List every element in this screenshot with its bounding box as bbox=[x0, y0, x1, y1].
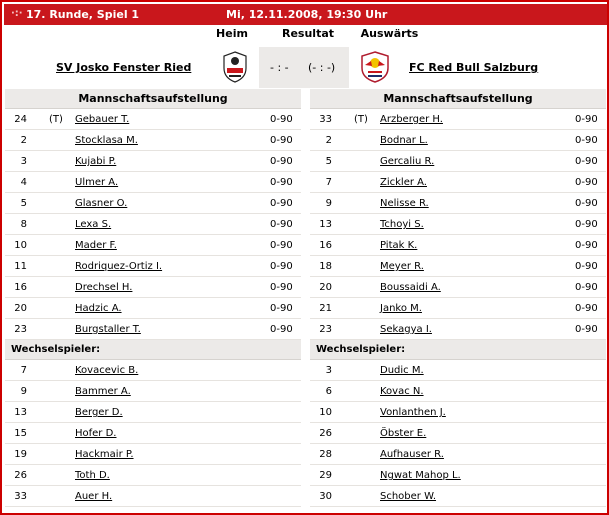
player-row bbox=[5, 298, 301, 319]
player-row bbox=[5, 277, 301, 298]
minutes-played: 0-90 bbox=[575, 114, 598, 125]
shirt-number: 24 bbox=[14, 114, 27, 125]
player-row bbox=[310, 151, 606, 172]
player-name-link[interactable]: Meyer R. bbox=[380, 261, 424, 272]
shirt-number: 11 bbox=[14, 261, 27, 272]
home-subs-header: Wechselspieler: bbox=[5, 340, 301, 360]
player-name-link[interactable]: Gercaliu R. bbox=[380, 156, 435, 167]
shirt-number: 18 bbox=[319, 261, 332, 272]
player-row bbox=[310, 235, 606, 256]
shirt-number: 7 bbox=[20, 365, 27, 376]
player-row bbox=[310, 298, 606, 319]
shirt-number: 3 bbox=[325, 365, 332, 376]
minutes-played: 0-90 bbox=[270, 303, 293, 314]
player-row bbox=[310, 277, 606, 298]
away-lineup-table bbox=[310, 89, 606, 507]
shirt-number: 8 bbox=[20, 219, 27, 230]
player-row bbox=[5, 151, 301, 172]
shirt-number: 3 bbox=[20, 156, 27, 167]
substitute-row bbox=[5, 423, 301, 444]
player-name-link[interactable]: Lexa S. bbox=[75, 219, 112, 230]
away-team-logo-icon bbox=[359, 50, 391, 84]
substitute-row bbox=[310, 360, 606, 381]
player-name-link[interactable]: Rodriquez-Ortiz I. bbox=[75, 261, 163, 272]
minutes-played: 0-90 bbox=[575, 135, 598, 146]
shirt-number: 13 bbox=[14, 407, 27, 418]
player-name-link[interactable]: Zickler A. bbox=[380, 177, 427, 188]
shirt-number: 9 bbox=[325, 198, 332, 209]
player-name-link[interactable]: Dudic M. bbox=[380, 365, 424, 376]
shirt-number: 16 bbox=[14, 282, 27, 293]
home-team-logo-icon bbox=[222, 51, 248, 83]
halftime-score: (- : -) bbox=[308, 61, 336, 74]
away-lineup-header: Mannschaftsaufstellung bbox=[310, 89, 606, 109]
shirt-number: 33 bbox=[14, 491, 27, 502]
shirt-number: 21 bbox=[319, 303, 332, 314]
player-name-link[interactable]: Toth D. bbox=[75, 470, 110, 481]
teams-row bbox=[4, 47, 607, 88]
match-title-bar bbox=[4, 4, 607, 25]
substitute-row bbox=[5, 381, 301, 402]
substitute-row bbox=[310, 465, 606, 486]
round-label: 17. Runde, Spiel 1 bbox=[26, 8, 140, 21]
player-row bbox=[310, 214, 606, 235]
shirt-number: 16 bbox=[319, 240, 332, 251]
substitute-row bbox=[310, 486, 606, 507]
minutes-played: 0-90 bbox=[575, 177, 598, 188]
score-box bbox=[259, 47, 349, 88]
goalkeeper-tag: (T) bbox=[354, 114, 368, 125]
shirt-number: 26 bbox=[14, 470, 27, 481]
player-name-link[interactable]: Sekagya I. bbox=[380, 324, 432, 335]
player-row bbox=[310, 172, 606, 193]
player-name-link[interactable]: Hackmair P. bbox=[75, 449, 134, 460]
home-column-header: Heim bbox=[216, 27, 248, 40]
home-team-link[interactable]: SV Josko Fenster Ried bbox=[56, 61, 192, 74]
score-value: - : - bbox=[270, 61, 289, 74]
minutes-played: 0-90 bbox=[575, 240, 598, 251]
match-datetime: Mi, 12.11.2008, 19:30 Uhr bbox=[226, 8, 388, 21]
player-name-link[interactable]: Glasner O. bbox=[75, 198, 128, 209]
player-name-link[interactable]: Öbster E. bbox=[380, 428, 427, 439]
shirt-number: 2 bbox=[325, 135, 332, 146]
home-lineup-table bbox=[5, 89, 301, 507]
shirt-number: 20 bbox=[319, 282, 332, 293]
player-name-link[interactable]: Bammer A. bbox=[75, 386, 131, 397]
goalkeeper-tag: (T) bbox=[49, 114, 63, 125]
away-team-link[interactable]: FC Red Bull Salzburg bbox=[409, 61, 539, 74]
substitute-row bbox=[310, 381, 606, 402]
player-name-link[interactable]: Berger D. bbox=[75, 407, 123, 418]
player-name-link[interactable]: Stocklasa M. bbox=[75, 135, 138, 146]
player-name-link[interactable]: Hofer D. bbox=[75, 428, 117, 439]
player-row bbox=[5, 172, 301, 193]
substitute-row bbox=[310, 423, 606, 444]
player-name-link[interactable]: Tchoyi S. bbox=[380, 219, 424, 230]
shirt-number: 5 bbox=[325, 156, 332, 167]
player-name-link[interactable]: Kovacevic B. bbox=[75, 365, 139, 376]
player-name-link[interactable]: Nelisse R. bbox=[380, 198, 429, 209]
player-name-link[interactable]: Schober W. bbox=[380, 491, 437, 502]
minutes-played: 0-90 bbox=[270, 261, 293, 272]
shirt-number: 33 bbox=[319, 114, 332, 125]
minutes-played: 0-90 bbox=[575, 303, 598, 314]
player-name-link[interactable]: Auer H. bbox=[75, 491, 113, 502]
player-row bbox=[5, 319, 301, 340]
shirt-number: 10 bbox=[319, 407, 332, 418]
shirt-number: 20 bbox=[14, 303, 27, 314]
away-subs-header: Wechselspieler: bbox=[310, 340, 606, 360]
shirt-number: 4 bbox=[20, 177, 27, 188]
shirt-number: 6 bbox=[325, 386, 332, 397]
shirt-number: 26 bbox=[319, 428, 332, 439]
minutes-played: 0-90 bbox=[575, 156, 598, 167]
player-row bbox=[5, 109, 301, 130]
shirt-number: 9 bbox=[20, 386, 27, 397]
player-name-link[interactable]: Ngwat Mahop L. bbox=[380, 470, 461, 481]
player-row bbox=[5, 193, 301, 214]
player-row bbox=[310, 130, 606, 151]
player-name-link[interactable]: Aufhauser R. bbox=[380, 449, 444, 460]
shirt-number: 2 bbox=[20, 135, 27, 146]
shirt-number: 23 bbox=[14, 324, 27, 335]
minutes-played: 0-90 bbox=[270, 324, 293, 335]
substitute-row bbox=[310, 444, 606, 465]
shirt-number: 13 bbox=[319, 219, 332, 230]
result-column-header: Resultat bbox=[281, 27, 335, 40]
player-name-link[interactable]: Burgstaller T. bbox=[75, 324, 141, 335]
shirt-number: 29 bbox=[319, 470, 332, 481]
minutes-played: 0-90 bbox=[270, 198, 293, 209]
player-name-link[interactable]: Vonlanthen J. bbox=[380, 407, 446, 418]
shirt-number: 19 bbox=[14, 449, 27, 460]
shirt-number: 28 bbox=[319, 449, 332, 460]
away-column-header: Auswärts bbox=[360, 27, 419, 40]
player-name-link[interactable]: Bodnar L. bbox=[380, 135, 428, 146]
home-lineup-header: Mannschaftsaufstellung bbox=[5, 89, 301, 109]
player-row bbox=[5, 214, 301, 235]
player-name-link[interactable]: Arzberger H. bbox=[380, 114, 443, 125]
player-name-link[interactable]: Mader F. bbox=[75, 240, 117, 251]
minutes-played: 0-90 bbox=[575, 261, 598, 272]
shirt-number: 15 bbox=[14, 428, 27, 439]
player-name-link[interactable]: Kovac N. bbox=[380, 386, 424, 397]
minutes-played: 0-90 bbox=[270, 219, 293, 230]
minutes-played: 0-90 bbox=[270, 156, 293, 167]
player-name-link[interactable]: Kujabi P. bbox=[75, 156, 117, 167]
player-row bbox=[310, 193, 606, 214]
substitute-row bbox=[5, 360, 301, 381]
shirt-number: 10 bbox=[14, 240, 27, 251]
minutes-played: 0-90 bbox=[270, 177, 293, 188]
header-marker-icon: ·:· bbox=[11, 8, 23, 19]
player-name-link[interactable]: Janko M. bbox=[380, 303, 422, 314]
player-row bbox=[5, 256, 301, 277]
shirt-number: 23 bbox=[319, 324, 332, 335]
player-name-link[interactable]: Boussaidi A. bbox=[380, 282, 441, 293]
minutes-played: 0-90 bbox=[575, 219, 598, 230]
substitute-row bbox=[5, 486, 301, 507]
player-row bbox=[5, 235, 301, 256]
player-row bbox=[310, 319, 606, 340]
minutes-played: 0-90 bbox=[270, 114, 293, 125]
minutes-played: 0-90 bbox=[575, 198, 598, 209]
player-name-link[interactable]: Drechsel H. bbox=[75, 282, 133, 293]
substitute-row bbox=[5, 444, 301, 465]
player-row bbox=[310, 109, 606, 130]
substitute-row bbox=[310, 402, 606, 423]
minutes-played: 0-90 bbox=[575, 282, 598, 293]
shirt-number: 7 bbox=[325, 177, 332, 188]
minutes-played: 0-90 bbox=[270, 240, 293, 251]
player-name-link[interactable]: Ulmer A. bbox=[75, 177, 119, 188]
substitute-row bbox=[5, 402, 301, 423]
shirt-number: 5 bbox=[20, 198, 27, 209]
player-row bbox=[5, 130, 301, 151]
minutes-played: 0-90 bbox=[575, 324, 598, 335]
player-row bbox=[310, 256, 606, 277]
shirt-number: 30 bbox=[319, 491, 332, 502]
minutes-played: 0-90 bbox=[270, 135, 293, 146]
player-name-link[interactable]: Gebauer T. bbox=[75, 114, 130, 125]
player-name-link[interactable]: Pitak K. bbox=[380, 240, 418, 251]
minutes-played: 0-90 bbox=[270, 282, 293, 293]
player-name-link[interactable]: Hadzic A. bbox=[75, 303, 122, 314]
substitute-row bbox=[5, 465, 301, 486]
